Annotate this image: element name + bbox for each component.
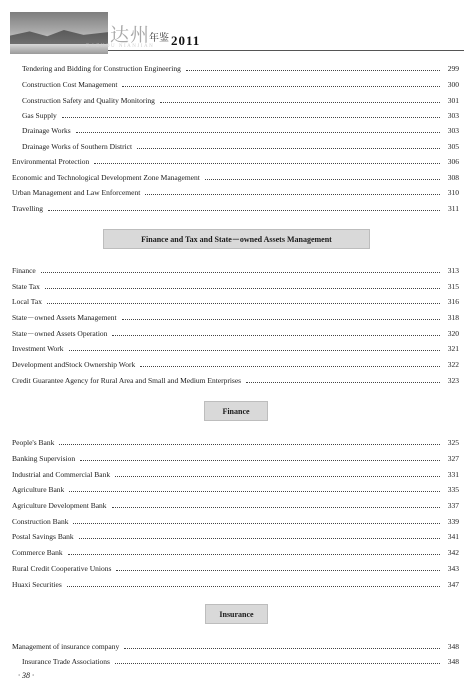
toc-page-number: 303 — [447, 125, 459, 135]
toc-entry[interactable] — [22, 78, 459, 90]
toc-leader — [124, 648, 440, 649]
toc-page-number: 316 — [447, 296, 459, 306]
toc-leader — [115, 476, 440, 477]
toc-entry-label: Travelling — [12, 203, 43, 213]
toc-leader — [69, 491, 440, 492]
toc-leader — [47, 303, 440, 304]
toc-entry[interactable] — [12, 171, 459, 183]
toc-entry-label: Construction Safety and Quality Monitoring — [22, 95, 155, 105]
toc-entry-label: Investment Work — [12, 343, 64, 353]
toc-page-number: 320 — [447, 328, 459, 338]
toc-entry-label: Management of insurance company — [12, 641, 120, 651]
toc-page-number: 348 — [447, 641, 459, 651]
toc-leader — [160, 102, 440, 103]
toc-entry-label: Urban Management and Law Enforcement — [12, 187, 141, 197]
toc-entry-label: Construction Bank — [12, 516, 69, 526]
toc-leader — [80, 460, 440, 461]
toc-entry-label: Credit Guarantee Agency for Rural Area and Small and Medium Enterprises — [12, 375, 242, 385]
toc-entry[interactable] — [22, 140, 459, 152]
toc-leader — [246, 382, 440, 383]
toc-entry[interactable] — [12, 452, 459, 464]
toc-page-number: 323 — [447, 375, 459, 385]
header-title-cn: 达州 — [110, 25, 151, 46]
toc-entry-label: Construction Cost Management — [22, 79, 118, 89]
toc-page-number: 301 — [447, 95, 459, 105]
toc-entry-label: Banking Supervision — [12, 453, 76, 463]
toc-leader — [67, 586, 440, 587]
toc-leader — [48, 210, 440, 211]
toc-entry-label: Industrial and Commercial Bank — [12, 469, 111, 479]
toc-entry-label: People's Bank — [12, 437, 55, 447]
toc-page-number: 348 — [447, 656, 459, 666]
toc-page-number: 331 — [447, 469, 459, 479]
toc-entry[interactable] — [12, 342, 459, 354]
toc-entry-label: Commerce Bank — [12, 547, 63, 557]
toc-entry[interactable] — [12, 327, 459, 339]
toc-entry-label: Rural Credit Cooperative Unions — [12, 563, 112, 573]
toc-leader — [137, 148, 440, 149]
toc-entry-label: State－owned Assets Management — [12, 312, 117, 322]
toc-entry-label: Finance — [12, 265, 36, 275]
toc-entry-label: Development andStock Ownership Work — [12, 359, 136, 369]
toc-leader — [62, 117, 440, 118]
toc-entry[interactable] — [12, 578, 459, 590]
toc-entry-label: Gas Supply — [22, 110, 57, 120]
toc-entry[interactable] — [12, 483, 459, 495]
toc-entry[interactable] — [22, 655, 459, 667]
toc-page-number: 310 — [447, 187, 459, 197]
toc-entry-label: Postal Savings Bank — [12, 531, 74, 541]
toc-page-number: 327 — [447, 453, 459, 463]
toc-leader — [140, 366, 440, 367]
toc-leader — [112, 335, 440, 336]
toc-page-number: 325 — [447, 437, 459, 447]
toc-entry[interactable] — [22, 124, 459, 136]
header-rule — [108, 50, 464, 51]
toc-entry[interactable] — [12, 640, 459, 652]
toc-entry-label: State Tax — [12, 281, 40, 291]
toc-page-number: 347 — [447, 579, 459, 589]
toc-leader — [94, 163, 440, 164]
toc-page-number: 300 — [447, 79, 459, 89]
toc-entry[interactable] — [22, 62, 459, 74]
toc-entry[interactable] — [12, 202, 459, 214]
toc-entry[interactable] — [12, 358, 459, 370]
toc-entry-label: Insurance Trade Associations — [22, 656, 110, 666]
toc-leader — [186, 70, 440, 71]
toc-entry[interactable] — [12, 280, 459, 292]
toc-entry[interactable] — [22, 109, 459, 121]
toc-page-number: 339 — [447, 516, 459, 526]
header-subtitle: DAZHOU NIANJIAN — [86, 44, 155, 49]
toc-entry[interactable] — [12, 436, 459, 448]
toc-leader — [73, 523, 440, 524]
section-heading: Insurance — [205, 604, 268, 624]
section-heading: Finance — [204, 401, 268, 421]
toc-entry-label: Environmental Protection — [12, 156, 90, 166]
toc-entry-label: Drainage Works — [22, 125, 71, 135]
section-heading: Finance and Tax and State－owned Assets Management — [103, 229, 370, 249]
toc-entry-label: Agriculture Bank — [12, 484, 65, 494]
toc-entry[interactable] — [12, 546, 459, 558]
toc-page-number: 308 — [447, 172, 459, 182]
toc-entry[interactable] — [12, 499, 459, 511]
toc-page-number: 322 — [447, 359, 459, 369]
toc-page-number: 299 — [447, 63, 459, 73]
toc-page-number: 342 — [447, 547, 459, 557]
toc-page-number: 343 — [447, 563, 459, 573]
header-hill-shape — [10, 30, 108, 44]
toc-leader — [79, 538, 440, 539]
toc-page-number: 341 — [447, 531, 459, 541]
toc-entry[interactable] — [12, 515, 459, 527]
toc-entry[interactable] — [12, 530, 459, 542]
header-year: 2011 — [171, 33, 201, 48]
toc-leader — [122, 319, 440, 320]
toc-page-number: 305 — [447, 141, 459, 151]
toc-page-number: 337 — [447, 500, 459, 510]
toc-entry[interactable] — [12, 374, 459, 386]
toc-leader — [68, 554, 440, 555]
toc-entry-label: Drainage Works of Southern District — [22, 141, 133, 151]
toc-page-number: 303 — [447, 110, 459, 120]
toc-leader — [115, 663, 440, 664]
page-header — [0, 0, 472, 58]
toc-entry[interactable] — [12, 155, 459, 167]
toc-page-number: 321 — [447, 343, 459, 353]
toc-leader — [41, 272, 440, 273]
toc-entry[interactable] — [12, 562, 459, 574]
toc-entry-label: Tendering and Bidding for Construction Engineering — [22, 63, 181, 73]
toc-entry[interactable] — [12, 468, 459, 480]
page-number: · 38 · — [18, 671, 34, 680]
toc-entry[interactable] — [22, 94, 459, 106]
toc-leader — [145, 194, 440, 195]
toc-entry-label: Agriculture Development Bank — [12, 500, 107, 510]
toc-leader — [112, 507, 440, 508]
toc-page-number: 335 — [447, 484, 459, 494]
toc-entry[interactable] — [12, 295, 459, 307]
toc-leader — [69, 350, 440, 351]
toc-leader — [45, 288, 440, 289]
toc-leader — [59, 444, 440, 445]
toc-leader — [116, 570, 440, 571]
header-title-cn2: 年鉴 — [149, 33, 169, 44]
toc-entry-label: Economic and Technological Development Zone Management — [12, 172, 200, 182]
toc-page-number: 311 — [448, 203, 459, 213]
toc-entry-label: Local Tax — [12, 296, 42, 306]
toc-leader — [205, 179, 440, 180]
toc-entry[interactable] — [12, 264, 459, 276]
toc-entry[interactable] — [12, 311, 459, 323]
toc-page-number: 315 — [447, 281, 459, 291]
toc-leader — [122, 86, 440, 87]
toc-page-number: 318 — [447, 312, 459, 322]
toc-entry-label: State－owned Assets Operation — [12, 328, 108, 338]
toc-entry-label: Huaxi Securities — [12, 579, 62, 589]
toc-page-number: 313 — [447, 265, 459, 275]
toc-entry[interactable] — [12, 186, 459, 198]
toc-leader — [76, 132, 440, 133]
toc-page-number: 306 — [447, 156, 459, 166]
